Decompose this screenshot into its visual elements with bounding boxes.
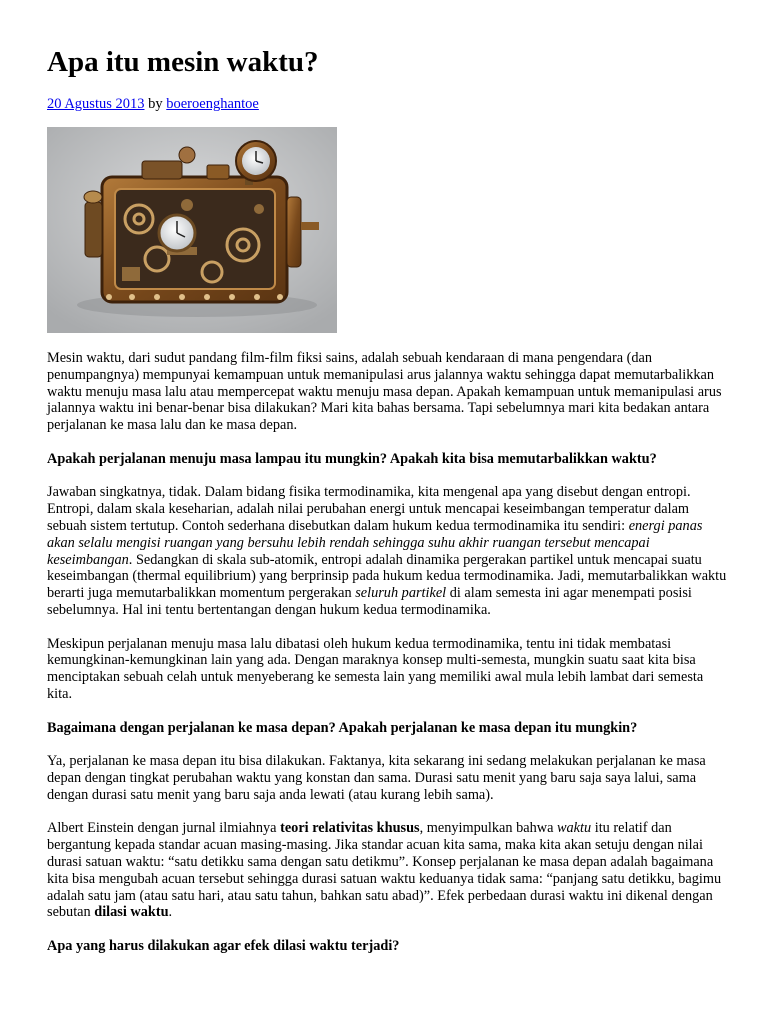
by-label: by — [148, 96, 163, 112]
section-heading: Bagaimana dengan perjalanan ke masa depan? Apakah perjalanan ke masa depan itu mungkin? — [47, 719, 638, 736]
article-meta — [47, 95, 259, 113]
paragraph: Meskipun perjalanan menuju masa lalu dibatasi oleh hukum kedua termodinamika, tentu ini tidak membatasi kemungkinan-kemungkinan lain yang ada. Dengan maraknya konsep multi-semesta, mungkin suatu saat kita bisa menciptakan sebuah celah untuk menyeberang ke semesta lain yang memiliki awal mula lebih lambat dari semesta kita. — [47, 635, 704, 702]
paragraph: Ya, perjalanan ke masa depan itu bisa dilakukan. Faktanya, kita sekarang ini sedang melakukan perjalanan ke masa depan dengan tingkat perubahan waktu yang konstan dan sama. Durasi satu menit yang baru saja saya lalui, sama dengan durasi satu menit yang baru saja anda lewati (atau kurang lebih sama). — [47, 753, 706, 803]
date-link[interactable]: 20 Agustus 2013 — [47, 96, 145, 112]
paragraph: Mesin waktu, dari sudut pandang film-film fiksi sains, adalah sebuah kendaraan di mana pengendara (dan penumpangnya) mempunyai kemampuan untuk memanipulasi arus jalannya waktu sehingga dapat memutarbalikkan waktu menuju masa lalu atau mempercepat waktu menuju masa depan. Apakah kemampuan untuk memanipulasi arus jalannya waktu ini benar-benar bisa dilakukan? Mari kita bahas bersama. Tapi sebelumnya mari kita bedakan antara perjalanan ke masa lalu dan ke masa depan. — [47, 350, 722, 434]
paragraph: Jawaban singkatnya, tidak. Dalam bidang fisika termodinamika, kita mengenal apa yang disebut dengan entropi. Entropi, dalam skala keseharian, adalah nilai perubahan energi untuk mencapai keseimbangan temperatur dalam sebuah sistem tertutup. Contoh sederhana disebutkan dalam hukum kedua termodinamika itu sendiri: energi panas akan selalu mengisi ruangan yang bersuhu lebih rendah sehingga suhu akhir ruangan tersebut mencapai keseimbangan. Sedangkan di skala sub-atomik, entropi adalah dinamika pergerakan partikel untuk mencapai suatu keseimbangan (thermal equilibrium) yang berprinsip pada hukum kedua termodinamika. Jadi, memutarbalikkan waktu berarti juga memutarbalikkan momentum pergerakan seluruh partikel di alam semesta ini agar menempati posisi sebelumnya. Hal ini tentu bertentangan dengan hukum kedua termodinamika. — [47, 484, 727, 618]
paragraph: Albert Einstein dengan jurnal ilmiahnya teori relativitas khusus, menyimpulkan bahwa waktu itu relatif dan bergantung kepada standar acuan masing-masing. Jika standar acuan kita sama, maka kita akan setuju dengan nilai durasi satuan waktu: “satu detikku sama dengan satu detikmu”. Konsep perjalanan ke masa depan adalah bagaimana kita bisa mengubah acuan tersebut sehingga durasi satuan waktu keduanya tidak sama: “panjang satu detikku, bagimu adalah satu jam (atau satu hari, atau satu tahun, bahkan satu abad)”. Efek perbedaan durasi waktu ini dikenal dengan sebutan dilasi waktu. — [47, 820, 722, 921]
article-title: Apa itu mesin waktu? — [47, 46, 319, 78]
time-machine-image — [47, 127, 337, 333]
author-link[interactable]: boeroenghantoe — [166, 96, 259, 112]
section-heading: Apakah perjalanan menuju masa lampau itu mungkin? Apakah kita bisa memutarbalikkan waktu? — [47, 450, 657, 467]
article-body — [47, 350, 727, 971]
section-heading: Apa yang harus dilakukan agar efek dilasi waktu terjadi? — [47, 937, 400, 954]
